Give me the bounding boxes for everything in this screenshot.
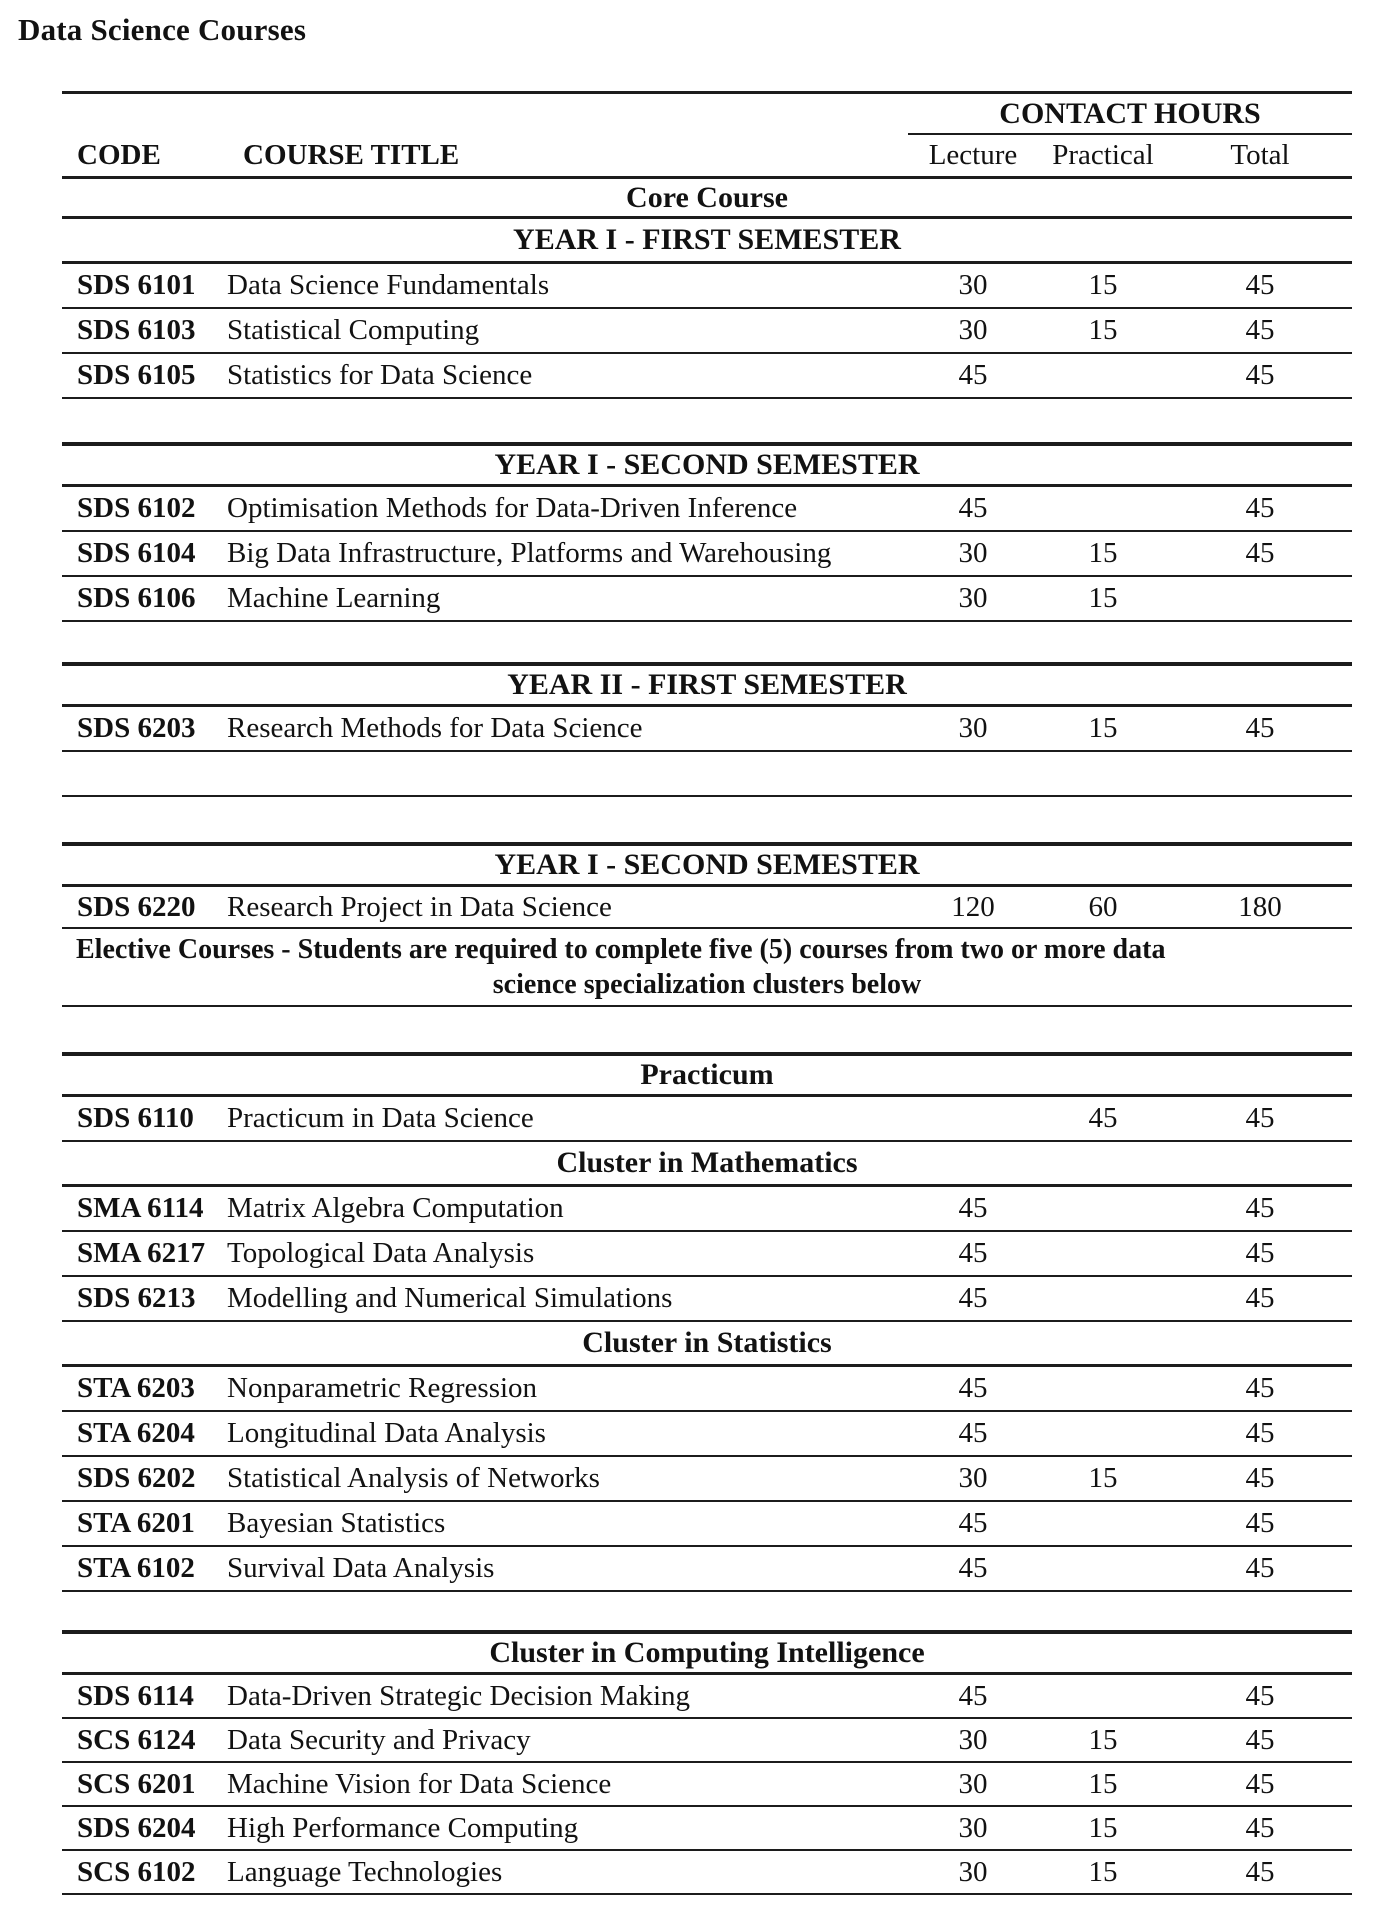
course-code: SCS 6201 — [77, 1767, 196, 1800]
course-title: Statistical Analysis of Networks — [227, 1462, 600, 1494]
course-code: SCS 6124 — [77, 1723, 196, 1756]
lecture-hours: 45 — [958, 492, 988, 524]
practical-hours: 60 — [1088, 890, 1118, 923]
course-code: STA 6102 — [77, 1552, 195, 1584]
practical-hours: 15 — [1088, 1855, 1118, 1888]
course-code: SDS 6104 — [77, 537, 196, 569]
course-code: SDS 6102 — [77, 492, 196, 524]
lecture-hours: 30 — [958, 1462, 988, 1494]
column-headers-row — [62, 135, 1352, 176]
course-code: SDS 6220 — [77, 890, 196, 923]
course-title: Survival Data Analysis — [227, 1552, 495, 1584]
contact-hours-header-row — [62, 94, 1352, 135]
total-hours: 180 — [1238, 890, 1282, 923]
table-header — [62, 91, 1352, 179]
total-hours: 45 — [1245, 1372, 1275, 1404]
lecture-hours: 45 — [958, 1237, 988, 1269]
course-title: Data-Driven Strategic Decision Making — [227, 1679, 691, 1712]
total-hours: 45 — [1245, 1102, 1275, 1134]
practical-hours: 15 — [1088, 1811, 1118, 1844]
course-title: Statistical Computing — [227, 314, 480, 346]
lecture-hours: 30 — [958, 712, 988, 744]
course-title: Big Data Infrastructure, Platforms and Warehousing — [227, 537, 832, 569]
table-row — [62, 577, 1352, 622]
lecture-hours: 45 — [958, 359, 988, 391]
table-row — [62, 887, 1352, 929]
lecture-hours: 45 — [958, 1552, 988, 1584]
section-gap — [62, 1007, 1352, 1052]
course-title-column-header: COURSE TITLE — [243, 139, 460, 171]
total-hours: 45 — [1245, 1417, 1275, 1449]
table-row — [62, 1807, 1352, 1851]
total-hours: 45 — [1245, 1462, 1275, 1494]
course-title: Statistics for Data Science — [227, 359, 533, 391]
total-hours: 45 — [1245, 537, 1275, 569]
section-cluster-statistics: Cluster in Statistics — [62, 1322, 1352, 1367]
lecture-hours: 45 — [958, 1417, 988, 1449]
total-hours: 45 — [1245, 1679, 1275, 1712]
course-code: SCS 6102 — [77, 1855, 196, 1888]
lecture-hours: 30 — [958, 269, 988, 301]
section-gap — [62, 399, 1352, 442]
practical-hours: 15 — [1088, 1723, 1118, 1756]
course-code: SDS 6114 — [77, 1679, 194, 1712]
course-code: SDS 6105 — [77, 359, 196, 391]
course-code: SDS 6202 — [77, 1462, 196, 1494]
practical-hours: 15 — [1088, 1462, 1118, 1494]
course-code: STA 6201 — [77, 1507, 195, 1539]
practical-hours: 15 — [1088, 712, 1118, 744]
lecture-hours: 45 — [958, 1192, 988, 1224]
table-row — [62, 1719, 1352, 1763]
table-row — [62, 707, 1352, 752]
section-gap — [62, 797, 1352, 842]
elective-note-line1: Elective Courses - Students are required to complete five (5) courses from two or more data — [76, 934, 1166, 965]
contact-hours-label: CONTACT HOURS — [908, 94, 1352, 135]
course-code: SDS 6103 — [77, 314, 196, 346]
lecture-hours: 30 — [958, 314, 988, 346]
table-row — [62, 1457, 1352, 1502]
practical-hours: 15 — [1088, 582, 1118, 614]
table-row — [62, 1277, 1352, 1322]
course-code: SDS 6203 — [77, 712, 196, 744]
lecture-hours: 30 — [958, 1767, 988, 1800]
total-hours: 45 — [1245, 1192, 1275, 1224]
table-row — [62, 532, 1352, 577]
practical-column-header: Practical — [1052, 139, 1154, 171]
practical-hours: 15 — [1088, 269, 1118, 301]
table-row — [62, 1097, 1352, 1142]
table-row — [62, 1367, 1352, 1412]
total-hours: 45 — [1245, 359, 1275, 391]
total-hours: 45 — [1245, 1552, 1275, 1584]
table-row — [62, 1187, 1352, 1232]
document-title: Data Science Courses — [18, 12, 307, 47]
section-cluster-mathematics: Cluster in Mathematics — [62, 1142, 1352, 1187]
course-title: Machine Vision for Data Science — [227, 1767, 612, 1800]
course-code: SDS 6101 — [77, 269, 196, 301]
course-title: Data Security and Privacy — [227, 1723, 531, 1756]
course-title: Topological Data Analysis — [227, 1237, 535, 1269]
practical-hours: 15 — [1088, 314, 1118, 346]
lecture-column-header: Lecture — [928, 139, 1018, 171]
course-title: Matrix Algebra Computation — [227, 1192, 564, 1224]
practical-hours: 15 — [1088, 537, 1118, 569]
course-title: Practicum in Data Science — [227, 1102, 534, 1134]
total-hours: 45 — [1245, 1507, 1275, 1539]
course-code: SDS 6204 — [77, 1811, 196, 1844]
course-title: Modelling and Numerical Simulations — [227, 1282, 673, 1314]
course-title: Longitudinal Data Analysis — [227, 1417, 546, 1449]
course-title: Optimisation Methods for Data-Driven Inference — [227, 492, 798, 524]
table-row — [62, 1412, 1352, 1457]
course-code: STA 6203 — [77, 1372, 195, 1404]
table-row — [62, 354, 1352, 399]
course-code: SDS 6110 — [77, 1102, 194, 1134]
table-row — [62, 1763, 1352, 1807]
practical-hours: 15 — [1088, 1767, 1118, 1800]
section-core-course: Core Course — [62, 179, 1352, 219]
total-column-header: Total — [1230, 139, 1290, 171]
section-year2-sem2: YEAR I - SECOND SEMESTER — [62, 842, 1352, 887]
table-row — [62, 1502, 1352, 1547]
table-row — [62, 1675, 1352, 1719]
course-title: Bayesian Statistics — [227, 1507, 446, 1539]
table-row — [62, 309, 1352, 354]
course-code: SMA 6217 — [77, 1237, 206, 1269]
table-row — [62, 1232, 1352, 1277]
lecture-hours: 30 — [958, 1855, 988, 1888]
lecture-hours: 30 — [958, 1723, 988, 1756]
lecture-hours: 45 — [958, 1372, 988, 1404]
total-hours: 45 — [1245, 314, 1275, 346]
course-code: SDS 6213 — [77, 1282, 196, 1314]
total-hours: 45 — [1245, 492, 1275, 524]
lecture-hours: 30 — [958, 582, 988, 614]
section-gap — [62, 1592, 1352, 1630]
course-title: Language Technologies — [227, 1855, 503, 1888]
course-code: STA 6204 — [77, 1417, 195, 1449]
lecture-hours: 45 — [958, 1507, 988, 1539]
section-year1-sem2: YEAR I - SECOND SEMESTER — [62, 442, 1352, 487]
section-year1-sem1: YEAR I - FIRST SEMESTER — [62, 219, 1352, 264]
elective-courses-note — [62, 929, 1352, 1007]
lecture-hours: 30 — [958, 1811, 988, 1844]
code-column-header: CODE — [77, 139, 161, 171]
lecture-hours: 45 — [958, 1679, 988, 1712]
lecture-hours: 45 — [958, 1282, 988, 1314]
course-code: SDS 6106 — [77, 582, 196, 614]
course-title: Nonparametric Regression — [227, 1372, 538, 1404]
course-title: Research Project in Data Science — [227, 890, 612, 923]
total-hours: 45 — [1245, 1237, 1275, 1269]
total-hours: 45 — [1245, 1855, 1275, 1888]
table-row — [62, 487, 1352, 532]
total-hours: 45 — [1245, 1767, 1275, 1800]
table-row — [62, 1547, 1352, 1592]
lecture-hours: 120 — [951, 890, 995, 923]
total-hours: 45 — [1245, 712, 1275, 744]
practical-hours: 45 — [1088, 1102, 1118, 1134]
course-title: Machine Learning — [227, 582, 441, 614]
total-hours: 45 — [1245, 1811, 1275, 1844]
section-gap — [62, 622, 1352, 662]
table-row — [62, 1851, 1352, 1895]
courses-table — [62, 91, 1352, 1895]
section-cluster-computing: Cluster in Computing Intelligence — [62, 1630, 1352, 1675]
table-row — [62, 264, 1352, 309]
course-title: Research Methods for Data Science — [227, 712, 643, 744]
empty-row — [62, 752, 1352, 797]
lecture-hours: 30 — [958, 537, 988, 569]
course-code: SMA 6114 — [77, 1192, 204, 1224]
total-hours: 45 — [1245, 269, 1275, 301]
course-title: Data Science Fundamentals — [227, 269, 550, 301]
section-year2-sem1: YEAR II - FIRST SEMESTER — [62, 662, 1352, 707]
total-hours: 45 — [1245, 1282, 1275, 1314]
elective-note-line2: science specialization clusters below — [492, 969, 922, 1000]
total-hours: 45 — [1245, 1723, 1275, 1756]
course-title: High Performance Computing — [227, 1811, 579, 1844]
section-practicum: Practicum — [62, 1052, 1352, 1097]
